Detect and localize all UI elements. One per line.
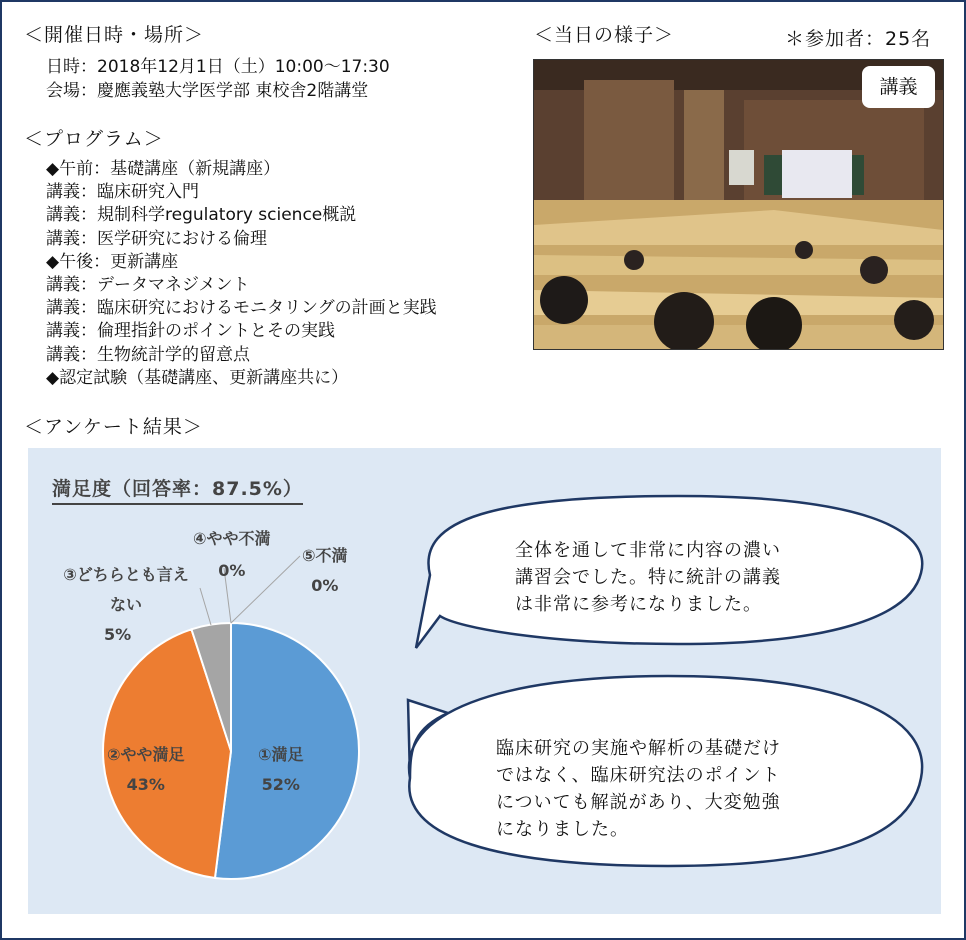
slice-value-text: 5% xyxy=(104,625,132,644)
program-item: ◆認定試験（基礎講座、更新講座共に） xyxy=(46,367,349,388)
program-item: 講義：規制科学regulatory science概説 xyxy=(46,205,357,226)
comment-line: ではなく、臨床研究法のポイント xyxy=(496,765,781,786)
comment-line: 講習会でした。特に統計の講義 xyxy=(515,567,781,588)
slice-label-text: ①満足 xyxy=(258,745,304,764)
info-heading: ＜開催日時・場所＞ xyxy=(24,24,205,46)
slice-label-text: ②やや満足 xyxy=(107,745,185,764)
program-item: 講義：倫理指針のポイントとその実践 xyxy=(46,321,335,342)
comment-line: は非常に参考になりました。 xyxy=(515,594,762,615)
program-heading: ＜プログラム＞ xyxy=(24,128,164,150)
program-item: 講義：データマネジメント xyxy=(46,275,250,296)
program-item: ◆午前：基礎講座（新規講座） xyxy=(46,159,281,179)
comment-line: についても解説があり、大変勉強 xyxy=(496,792,781,813)
slice-label-text: ④やや不満 xyxy=(193,529,271,548)
comment-2 xyxy=(496,735,781,843)
date-line: 日時：2018年12月1日（土）10:00～17:30 xyxy=(46,57,390,77)
slice-value-text: 0% xyxy=(311,576,339,595)
leader-line xyxy=(200,588,211,625)
photo-heading: ＜当日の様子＞ xyxy=(534,24,675,46)
participants-count: ＊参加者：25名 xyxy=(785,28,932,50)
slice-label-somewhat-satisfied xyxy=(107,742,185,794)
photo-tag: 講義 xyxy=(862,66,935,108)
slice-label-satisfied xyxy=(258,742,304,794)
slice-value-text: 0% xyxy=(218,561,246,580)
survey-heading: ＜アンケート結果＞ xyxy=(24,416,203,438)
venue-line: 会場：慶應義塾大学医学部 東校舎2階講堂 xyxy=(46,81,369,101)
program-list xyxy=(46,158,437,390)
slice-label-dissatisfied xyxy=(302,543,348,595)
program-item: 講義：臨床研究入門 xyxy=(46,182,199,203)
slice-label-text: ⑤不満 xyxy=(302,546,348,565)
comment-1 xyxy=(515,537,781,618)
slice-label-somewhat-dissatisfied xyxy=(193,526,271,580)
program-item: 講義：生物統計学的留意点 xyxy=(46,344,250,365)
program-item: ◆午後：更新講座 xyxy=(46,251,179,272)
slice-label-text: ③どちらとも言えない xyxy=(63,565,189,614)
comment-line: 全体を通して非常に内容の濃い xyxy=(515,540,781,561)
slice-value-text: 52% xyxy=(261,775,300,794)
comment-line: 臨床研究の実施や解析の基礎だけ xyxy=(496,738,781,759)
slice-value-text: 43% xyxy=(126,775,165,794)
chart-title: 満足度（回答率：87.5%） xyxy=(52,474,303,505)
program-item: 講義：医学研究における倫理 xyxy=(46,228,267,249)
program-item: 講義：臨床研究におけるモニタリングの計画と実践 xyxy=(46,298,437,319)
survey-graphics xyxy=(28,448,941,914)
comment-line: になりました。 xyxy=(496,819,629,840)
slice-label-neutral xyxy=(60,560,192,650)
